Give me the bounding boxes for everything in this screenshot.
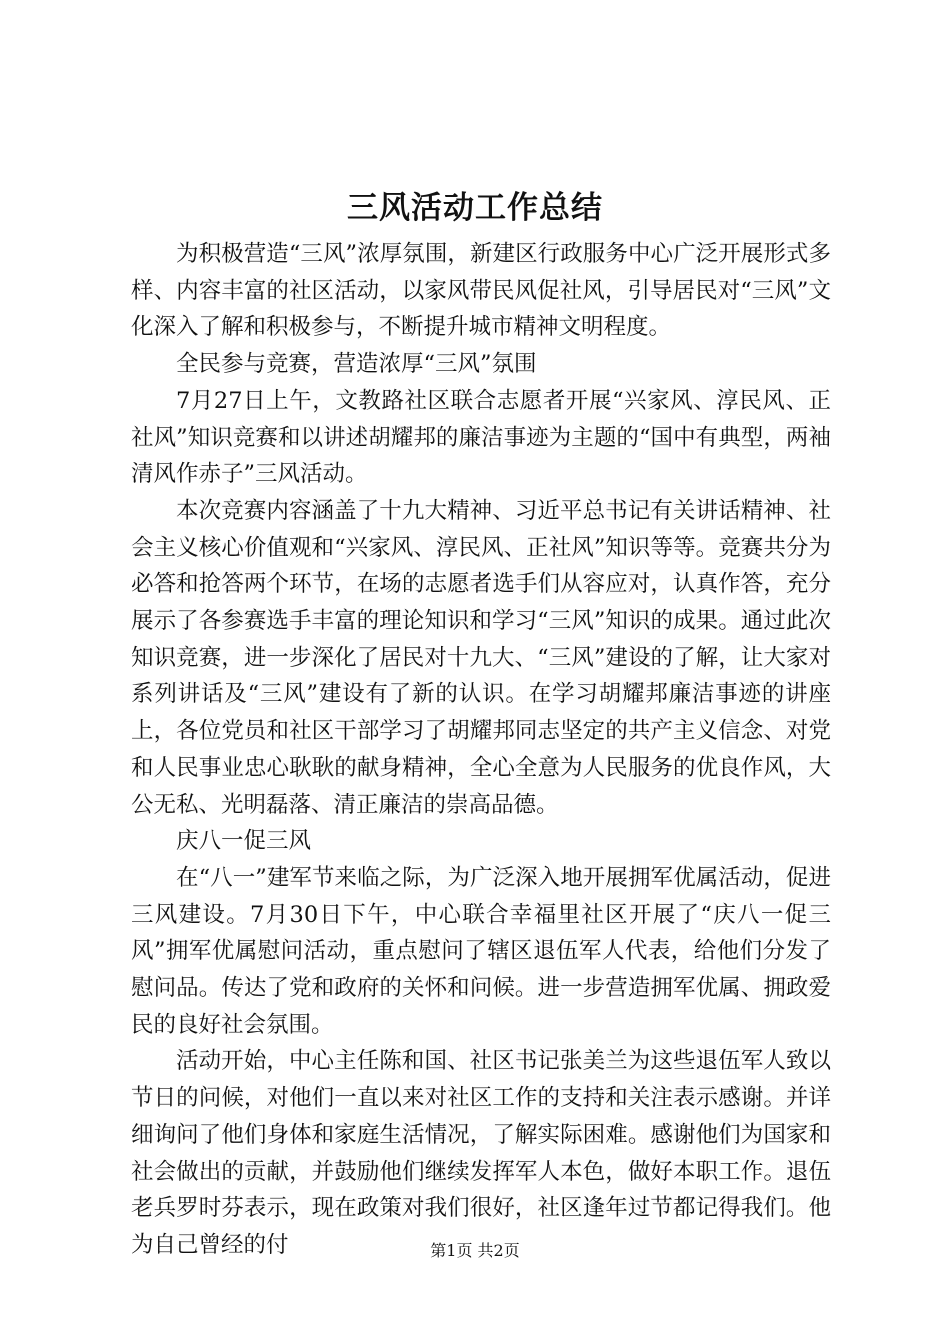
- paragraph-bayi-activity: 活动开始，中心主任陈和国、社区书记张美兰为这些退伍军人致以节日的问候，对他们一直以来对社区工作的支持和关注表示感谢。并详细询问了他们身体和家庭生活情况，了解实际困难。感谢他们为国家和社会做出的贡献，并鼓励他们继续发挥军人本色，做好本职工作。退伍老兵罗时芬表示，现在政策对我们很好，社区逢年过节都记得我们。他为自己曾经的付: [131, 1048, 831, 1258]
- section-heading-competition: 全民参与竞赛，营造浓厚“三风”氛围: [176, 351, 537, 378]
- paragraph-competition-details: 本次竞赛内容涵盖了十九大精神、习近平总书记有关讲话精神、社会主义核心价值观和“兴家风、淳民风、正社风”知识等等。竞赛共分为必答和抢答两个环节，在场的志愿者选手们从容应对，认真作答，充分展示了各参赛选手丰富的理论知识和学习“三风”知识的成果。通过此次知识竞赛，进一步深化了居民对十九大、“三风”建设的了解，让大家对系列讲话及“三风”建设有了新的认识。在学习胡耀邦廉洁事迹的讲座上，各位党员和社区干部学习了胡耀邦同志坚定的共产主义信念、对党和人民事业忠心耿耿的献身精神，全心全意为人民服务的优良作风，大公无私、光明磊落、清正廉洁的崇高品德。: [131, 497, 831, 818]
- document-body: [131, 236, 831, 1264]
- document-title: 三风活动工作总结: [347, 190, 603, 226]
- paragraph-competition-event: 7月27日上午，文教路社区联合志愿者开展“兴家风、淳民风、正社风”知识竞赛和以讲述胡耀邦的廉洁事迹为主题的“国中有典型，两袖清风作赤子”三风活动。: [131, 387, 831, 488]
- paragraph-bayi-event: 在“八一”建军节来临之际，为广泛深入地开展拥军优属活动，促进三风建设。7月30日下午，中心联合幸福里社区开展了“庆八一促三风”拥军优属慰问活动，重点慰问了辖区退伍军人代表，给他们分发了慰问品。传达了党和政府的关怀和问候。进一步营造拥军优属、拥政爱民的良好社会氛围。: [131, 864, 831, 1038]
- section-heading-bayi: 庆八一促三风: [176, 828, 312, 855]
- page-footer: 第1页 共2页: [430, 1241, 520, 1260]
- paragraph-intro: 为积极营造“三风”浓厚氛围，新建区行政服务中心广泛开展形式多样、内容丰富的社区活动，以家风带民风促社风，引导居民对“三风”文化深入了解和积极参与，不断提升城市精神文明程度。: [131, 241, 831, 341]
